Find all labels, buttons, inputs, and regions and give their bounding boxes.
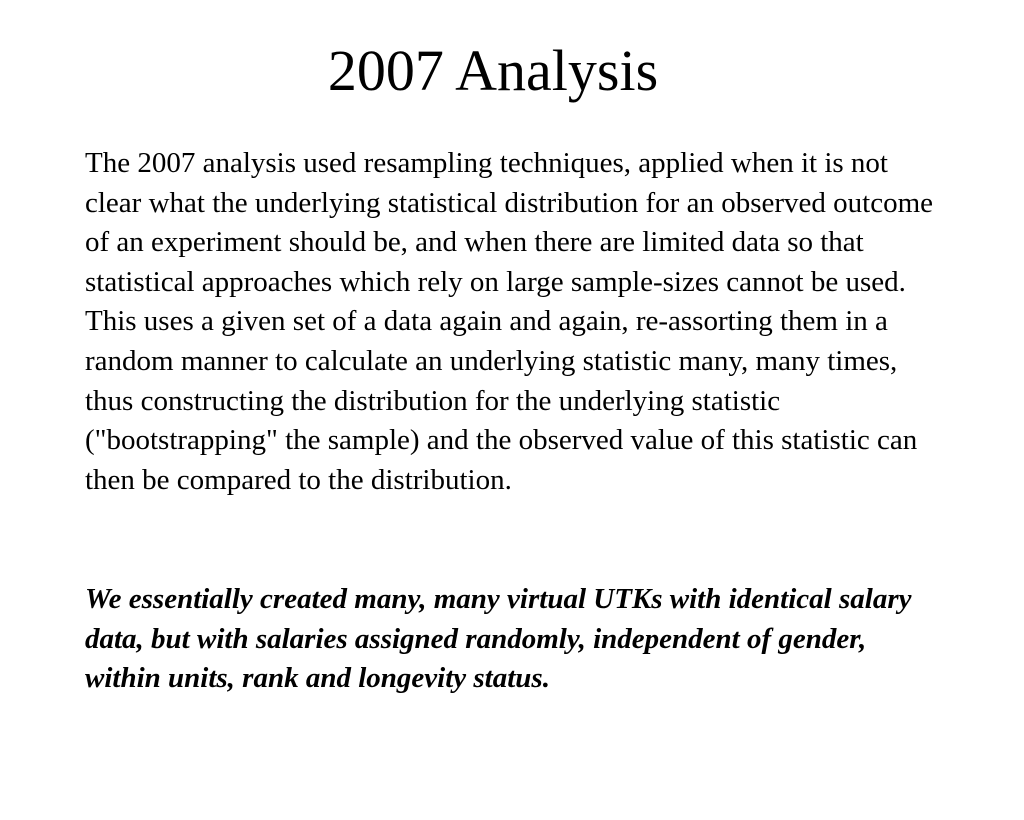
analysis-paragraph: The 2007 analysis used resampling techniques, applied when it is not clear what the underlying statistical distribution for an observed outcome of an experiment should be, and when there are limited data so that statistical approaches which rely on large sample-sizes cannot be used. This uses a given set of a data again and again, re-assorting them in a random manner to calculate an underlying statistic many, many times, thus constructing the distribution for the underlying statistic ("bootstrapping" the sample) and the observed value of this statistic can then be compared to the distribution.	[85, 147, 934, 496]
slide-title: 2007 Analysis	[327, 38, 659, 103]
summary-statement: We essentially created many, many virtual UTKs with identical salary data, but with salaries assigned randomly, independent of gender, within units, rank and longevity status.	[85, 583, 912, 695]
